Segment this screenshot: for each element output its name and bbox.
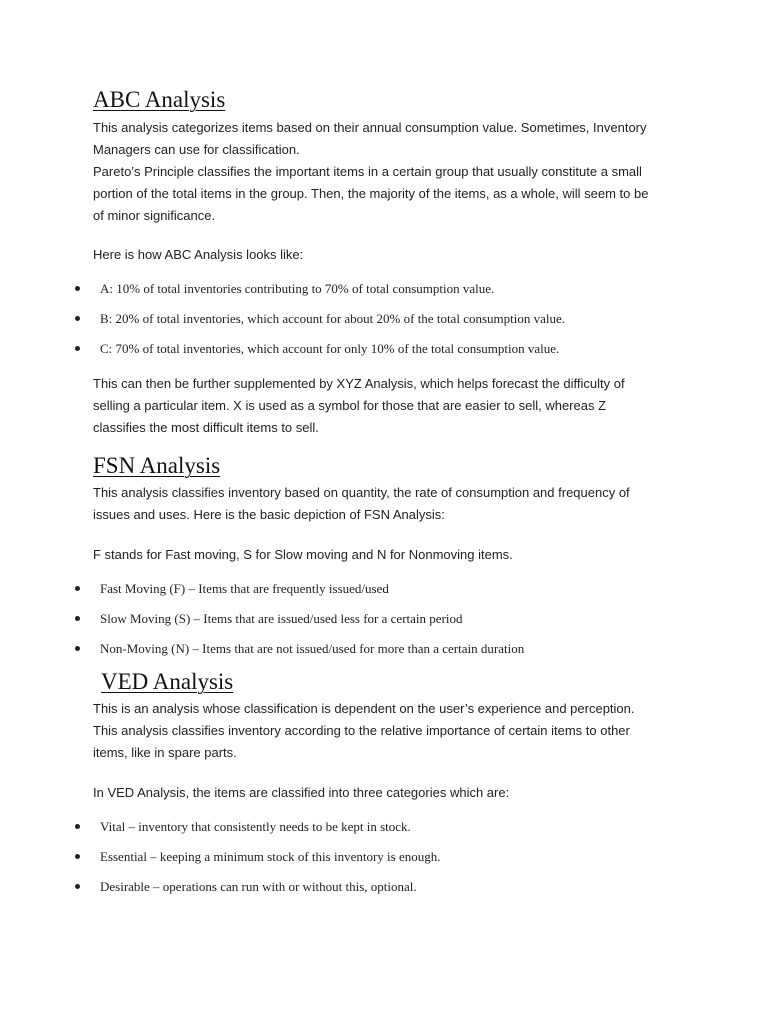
list-item: Fast Moving (F) – Items that are frequently issued/used <box>0 580 700 610</box>
bullet-icon <box>75 646 80 651</box>
list-item: Desirable – operations can run with or without this, optional. <box>0 878 700 908</box>
abc-description: This analysis categorizes items based on their annual consumption value. Sometimes, Inventory Managers can use for classification. Pareto’s Principle classifies the important items in a certain group that usually constitute a small portion of the total items in the group. Then, the majority of the items, as a whole, will seem to be of minor significance. <box>93 120 649 223</box>
bullet-icon <box>75 824 80 829</box>
ved-description: This is an analysis whose classification is dependent on the user’s experience and perception. This analysis classifies inventory according to the relative importance of certain items to other items, like in spare parts. <box>93 701 635 760</box>
bullet-icon <box>75 286 80 291</box>
list-item: A: 10% of total inventories contributing to 70% of total consumption value. <box>0 280 700 310</box>
list-item: B: 20% of total inventories, which account for about 20% of the total consumption value. <box>0 310 700 340</box>
fsn-bullet-list <box>0 580 700 670</box>
bullet-icon <box>75 616 80 621</box>
ved-intro: In VED Analysis, the items are classified into three categories which are: <box>93 785 510 800</box>
bullet-icon <box>75 346 80 351</box>
list-item: Vital – inventory that consistently needs to be kept in stock. <box>0 818 700 848</box>
xyz-paragraph: This can then be further supplemented by XYZ Analysis, which helps forecast the difficulty of selling a particular item. X is used as a symbol for those that are easier to sell, whereas Z classifies the most difficult items to sell. <box>93 376 625 435</box>
bullet-icon <box>75 854 80 859</box>
list-item: Slow Moving (S) – Items that are issued/used less for a certain period <box>0 610 700 640</box>
fsn-heading: FSN Analysis <box>93 453 221 478</box>
ved-heading: VED Analysis <box>101 669 234 694</box>
bullet-icon <box>75 586 80 591</box>
list-item: C: 70% of total inventories, which account for only 10% of the total consumption value. <box>0 340 700 370</box>
list-item: Non-Moving (N) – Items that are not issued/used for more than a certain duration <box>0 640 700 670</box>
abc-bullet-list <box>0 280 700 370</box>
list-item: Essential – keeping a minimum stock of this inventory is enough. <box>0 848 700 878</box>
bullet-icon <box>75 884 80 889</box>
abc-intro: Here is how ABC Analysis looks like: <box>93 247 304 262</box>
fsn-intro: F stands for Fast moving, S for Slow moving and N for Nonmoving items. <box>93 547 513 562</box>
abc-heading: ABC Analysis <box>93 87 226 112</box>
fsn-description: This analysis classifies inventory based on quantity, the rate of consumption and frequency of issues and uses. Here is the basic depiction of FSN Analysis: <box>93 485 630 522</box>
bullet-icon <box>75 316 80 321</box>
ved-bullet-list <box>0 818 700 908</box>
